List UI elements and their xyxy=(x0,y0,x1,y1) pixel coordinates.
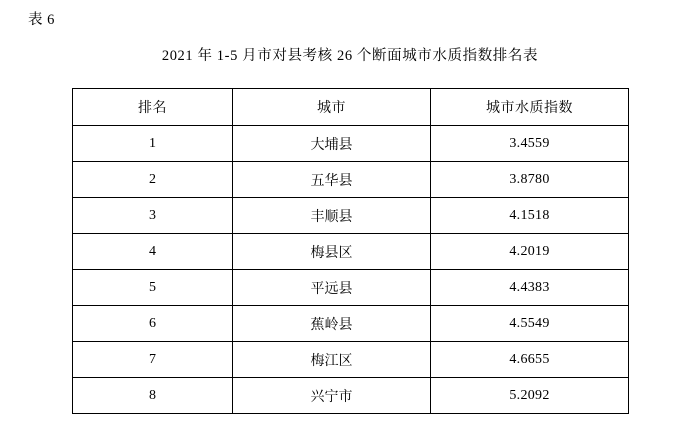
cell-rank: 5 xyxy=(73,270,233,306)
cell-city: 梅县区 xyxy=(233,234,431,270)
cell-city: 兴宁市 xyxy=(233,378,431,414)
cell-rank: 1 xyxy=(73,126,233,162)
column-header-rank: 排名 xyxy=(73,89,233,126)
cell-rank: 3 xyxy=(73,198,233,234)
cell-index: 5.2092 xyxy=(431,378,629,414)
cell-index: 4.5549 xyxy=(431,306,629,342)
table-row xyxy=(73,270,629,306)
cell-index: 4.6655 xyxy=(431,342,629,378)
table-header-row xyxy=(73,89,629,126)
table-label: 表 6 xyxy=(28,12,55,28)
cell-index: 4.1518 xyxy=(431,198,629,234)
cell-city: 梅江区 xyxy=(233,342,431,378)
cell-index: 4.2019 xyxy=(431,234,629,270)
cell-rank: 8 xyxy=(73,378,233,414)
cell-city: 丰顺县 xyxy=(233,198,431,234)
table-row xyxy=(73,342,629,378)
cell-index: 3.8780 xyxy=(431,162,629,198)
cell-rank: 6 xyxy=(73,306,233,342)
table-row xyxy=(73,126,629,162)
cell-city: 五华县 xyxy=(233,162,431,198)
cell-city: 平远县 xyxy=(233,270,431,306)
table-row xyxy=(73,234,629,270)
column-header-index: 城市水质指数 xyxy=(431,89,629,126)
cell-rank: 7 xyxy=(73,342,233,378)
table-row xyxy=(73,198,629,234)
cell-rank: 2 xyxy=(73,162,233,198)
table-row xyxy=(73,306,629,342)
table-row xyxy=(73,162,629,198)
cell-rank: 4 xyxy=(73,234,233,270)
table-row xyxy=(73,378,629,414)
cell-index: 3.4559 xyxy=(431,126,629,162)
cell-index: 4.4383 xyxy=(431,270,629,306)
cell-city: 蕉岭县 xyxy=(233,306,431,342)
column-header-city: 城市 xyxy=(233,89,431,126)
page-title: 2021 年 1-5 月市对县考核 26 个断面城市水质指数排名表 xyxy=(161,48,539,64)
cell-city: 大埔县 xyxy=(233,126,431,162)
water-quality-ranking-table xyxy=(72,88,629,414)
